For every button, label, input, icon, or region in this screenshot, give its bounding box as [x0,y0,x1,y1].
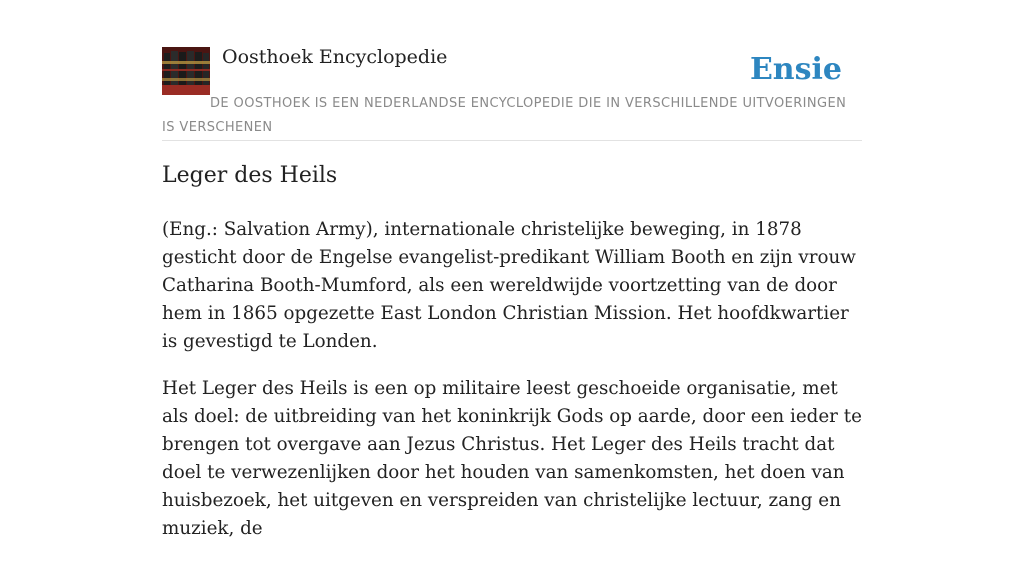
article-paragraph: (Eng.: Salvation Army), internationale christelijke beweging, in 1878 gesticht door de Engelse evangelist-predikant William Booth en zijn vrouw Catharina Booth-Mumford, als een wereldwijde voortzetting van de door hem in 1865 opgezette East London Christian Mission. Het hoofdkwartier is gevestigd te Londen. [162,219,856,352]
site-tagline: DE OOSTHOEK IS EEN NEDERLANDSE ENCYCLOPEDIE DIE IN VERSCHILLENDE UITVOERINGEN IS VERSCHENEN [162,96,847,135]
article-title: Leger des Heils [162,163,338,188]
article-paragraph: Het Leger des Heils is een op militaire leest geschoeide organisatie, met als doel: de uitbreiding van het koninkrijk Gods op aarde, door een ieder te brengen tot overgave aan Jezus Christus. Het Leger des Heils tracht dat doel te verwezenlijken door het houden van samenkomsten, het doen van huisbezoek, het uitgeven en verspreiden van christelijke lectuur, zang en muziek, de [162,378,862,539]
site-header [162,46,862,141]
site-name[interactable]: Oosthoek Encyclopedie [222,46,448,68]
article-body [162,216,862,562]
brand-logo[interactable]: Ensie [749,52,842,87]
encyclopedia-books-icon[interactable] [162,47,210,95]
